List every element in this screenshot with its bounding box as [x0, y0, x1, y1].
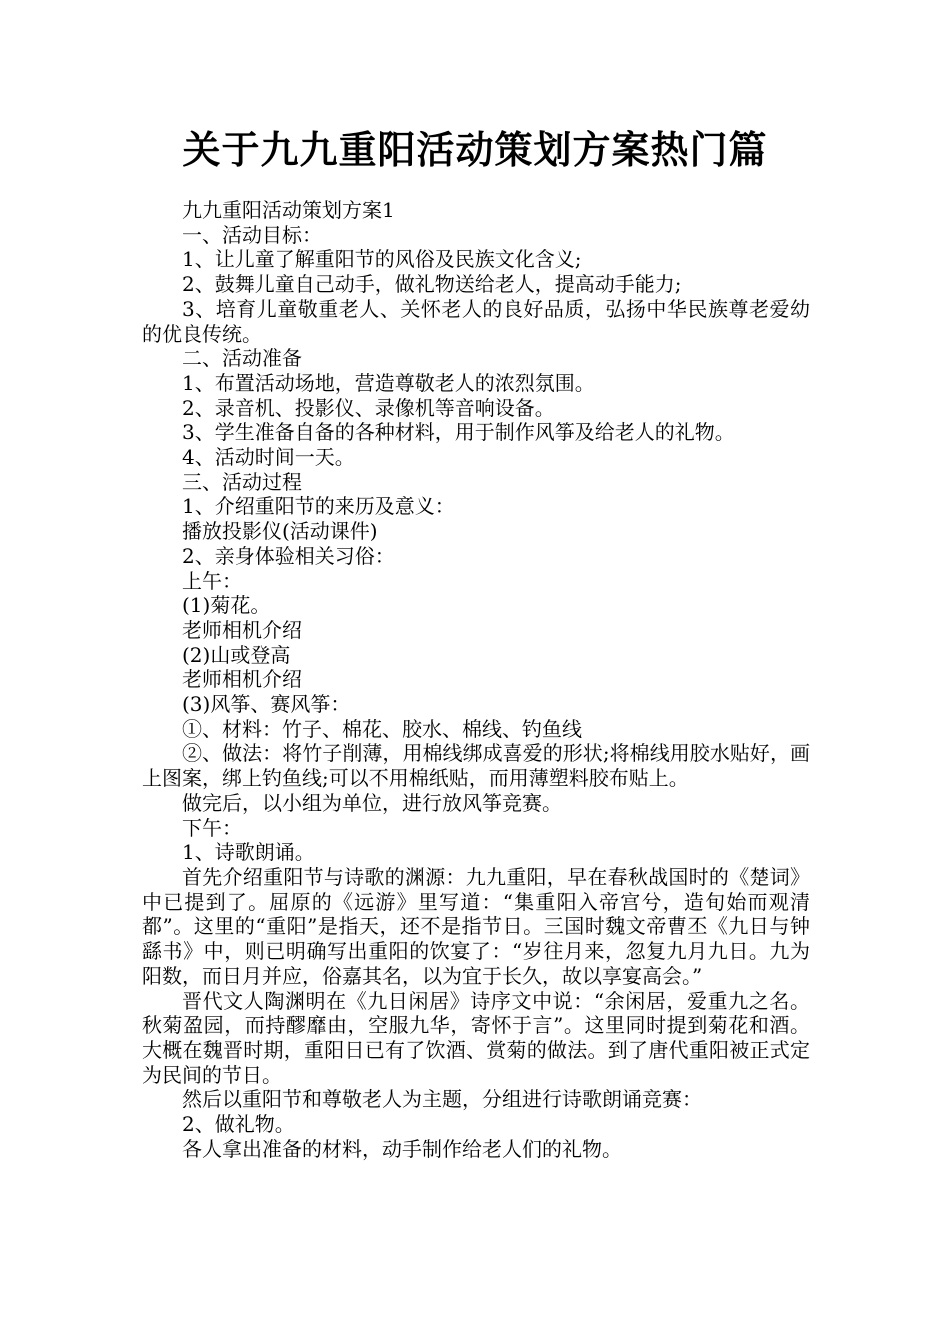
paragraph: ②、做法：将竹子削薄，用棉线绑成喜爱的形状;将棉线用胶水贴好，画上图案，绑上钓鱼线;可以不用棉纸贴，而用薄塑料胶布贴上。 [142, 741, 810, 791]
paragraph: 九九重阳活动策划方案1 [182, 198, 395, 222]
paragraph: 然后以重阳节和尊敬老人为主题，分组进行诗歌朗诵竞赛： [182, 1087, 702, 1112]
paragraph: 2、录音机、投影仪、录像机等音响设备。 [182, 395, 555, 420]
paragraph: 2、做礼物。 [182, 1112, 295, 1137]
paragraph: 老师相机介绍 [182, 617, 302, 642]
paragraph: 1、介绍重阳节的来历及意义： [182, 494, 455, 519]
paragraph: 4、活动时间一天。 [182, 445, 355, 470]
paragraph: 一、活动目标： [182, 222, 322, 247]
paragraph: ①、材料：竹子、棉花、胶水、棉线、钓鱼线 [182, 716, 582, 741]
paragraph: 下午： [182, 815, 242, 840]
paragraph: (3)风筝、赛风筝： [182, 692, 351, 717]
paragraph: (1)菊花。 [182, 593, 271, 618]
paragraph: 1、布置活动场地，营造尊敬老人的浓烈氛围。 [182, 370, 595, 395]
paragraph: 1、诗歌朗诵。 [182, 840, 315, 865]
paragraph: 各人拿出准备的材料，动手制作给老人们的礼物。 [182, 1136, 622, 1161]
paragraph: 1、让儿童了解重阳节的风俗及民族文化含义; [182, 247, 582, 272]
paragraph: 二、活动准备 [182, 346, 302, 371]
paragraph: 播放投影仪(活动课件) [182, 519, 378, 544]
document-title: 关于九九重阳活动策划方案热门篇 [182, 128, 768, 172]
paragraph: 做完后，以小组为单位，进行放风筝竞赛。 [182, 790, 562, 815]
paragraph: 三、活动过程 [182, 469, 302, 494]
document-body [142, 198, 810, 1161]
paragraph: 上午： [182, 568, 242, 593]
paragraph: 3、培育儿童敬重老人、关怀老人的良好品质，弘扬中华民族尊老爱幼的优良传统。 [142, 296, 810, 346]
paragraph: 晋代文人陶渊明在《九日闲居》诗序文中说：“余闲居，爱重九之名。秋菊盈园，而持醪靡由，空服九华，寄怀于言”。这里同时提到菊花和酒。大概在魏晋时期，重阳日已有了饮酒、赏菊的做法。到了唐代重阳被正式定为民间的节日。 [142, 988, 810, 1087]
paragraph: 2、鼓舞儿童自己动手，做礼物送给老人，提高动手能力; [182, 272, 682, 297]
paragraph: 3、学生准备自备的各种材料，用于制作风筝及给老人的礼物。 [182, 420, 735, 445]
paragraph: 2、亲身体验相关习俗： [182, 543, 395, 568]
paragraph: (2)山或登高 [182, 642, 291, 667]
paragraph: 老师相机介绍 [182, 667, 302, 692]
paragraph: 首先介绍重阳节与诗歌的渊源：九九重阳，早在春秋战国时的《楚词》中已提到了。屈原的《远游》里写道：“集重阳入帝宫兮，造旬始而观清都”。这里的“重阳”是指天，还不是指节日。三国时魏文帝曹丕《九日与钟繇书》中，则已明确写出重阳的饮宴了：“岁往月来，忽复九月九日。九为阳数，而日月并应，俗嘉其名，以为宜于长久，故以享宴高会。” [142, 864, 810, 988]
